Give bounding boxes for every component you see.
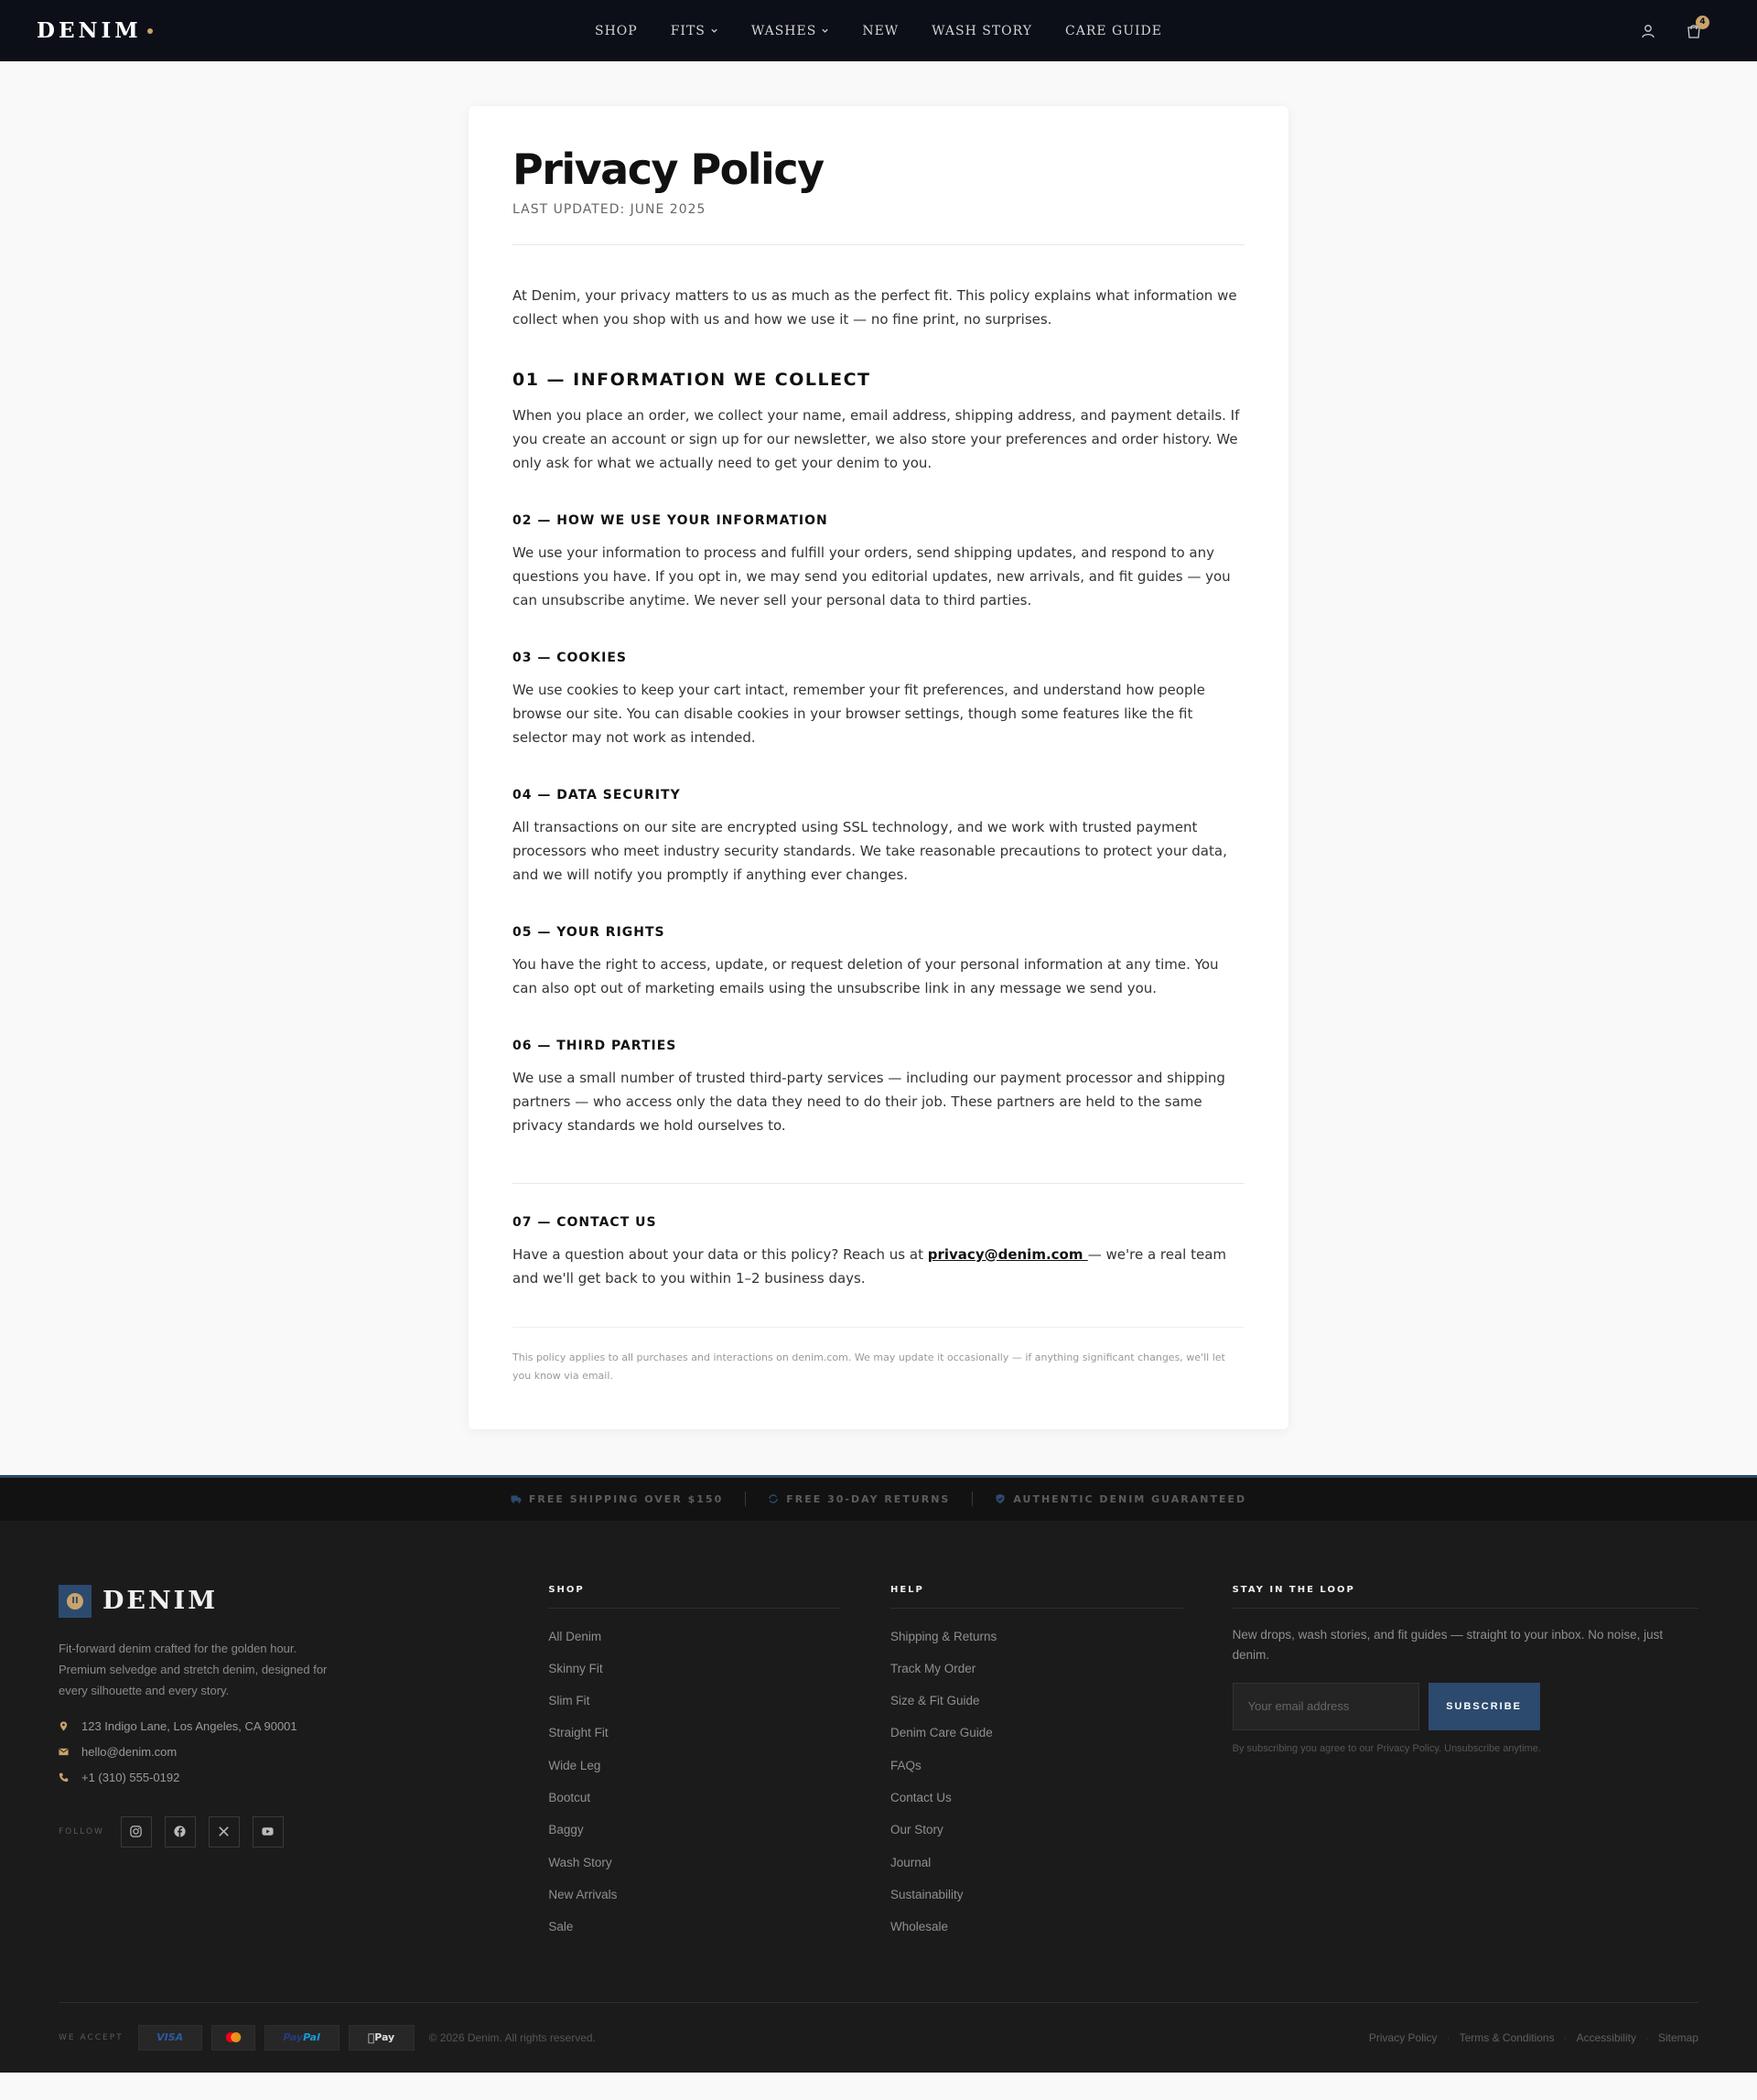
footer-link[interactable]: FAQs [889,1758,922,1772]
trust-authentic: AUTHENTIC DENIM GUARANTEED [995,1493,1246,1505]
newsletter-fine-print: By subscribing you agree to our Privacy Policy. Unsubscribe anytime. [1232,1742,1541,1754]
mail-icon [59,1747,69,1757]
footer-link[interactable]: Denim Care Guide [889,1726,993,1740]
nav-care-guide[interactable]: CARE GUIDE [1064,23,1162,38]
top-nav-bar [0,0,1757,61]
legal-link-accessibility[interactable]: Accessibility [1576,2030,1636,2044]
section-body: We use your information to process and fulfill your orders, send shipping updates, and respond to any questions you have. If you opt in, we may send you editorial updates, new arrivals, and fit guides — you can unsubscribe anytime. We never sell your personal data to third parties. [512,544,1231,608]
logo-dot [147,28,153,34]
last-updated: LAST UPDATED: JUNE 2025 [512,201,706,217]
cart-icon[interactable] [1686,17,1706,39]
section-body: All transactions on our site are encrypted using SSL technology, and we work with trusted payment processors who meet industry security standards. We take reasonable precautions to protect your data, and we will notify you promptly if anything ever changes. [512,818,1227,883]
footer-link[interactable]: Track My Order [889,1661,976,1675]
newsletter-email-input[interactable] [1233,1683,1419,1730]
section-heading: 02 — HOW WE USE YOUR INFORMATION [512,512,828,528]
policy-footnote: This policy applies to all purchases and interactions on denim.com. We may update it occasionally — if anything significant changes, we'll let you know via email. [512,1351,1225,1382]
footer-link[interactable]: Contact Us [889,1791,952,1805]
main-content [0,61,1757,1475]
footer-link[interactable]: Slim Fit [548,1694,590,1708]
footer-logo[interactable]: II DENIM [59,1585,548,1618]
footer-newsletter [1233,1585,1698,1953]
nav-fits[interactable]: FITS [671,24,718,38]
divider [512,1183,1245,1184]
nav-washes[interactable]: WASHES [751,24,829,38]
mastercard-icon [211,2025,255,2051]
cart-count-badge: 4 [1696,16,1709,29]
section-contact [512,1215,1245,1290]
footer-bottom-bar: WE ACCEPT VISA Pay Pal Pay © 2026 Denim. All rights reserved. Privacy Policy · Terms & Conditions · Accessibility · Sitemap [59,2002,1698,2073]
footer-phone[interactable]: +1 (310) 555-0192 [59,1765,548,1791]
footer-heading: HELP [890,1585,1183,1609]
footer-description: Fit-forward denim crafted for the golden hour. Premium selvedge and stretch denim, designed for every silhouette and every story. [59,1641,328,1697]
shield-check-icon [995,1493,1006,1504]
map-pin-icon [59,1721,69,1731]
section-body: We use a small number of trusted third-party services — including our payment processor and shipping partners — who access only the data they need to do their job. These partners are held to the same privacy standards we hold ourselves to. [512,1069,1225,1134]
logo-mark-icon: II [59,1585,92,1618]
section-heading: 04 — DATA SECURITY [512,787,681,802]
footer-link[interactable]: Journal [889,1855,932,1869]
chevron-down-icon [710,27,718,35]
footer-shop-column [548,1585,841,1953]
footer-link[interactable]: Straight Fit [548,1726,609,1740]
footer-email[interactable]: hello@denim.com [59,1739,548,1765]
truck-icon [511,1493,522,1504]
paypal-icon: Pay Pal [264,2025,340,2051]
legal-link-privacy[interactable]: Privacy Policy [1368,2030,1438,2044]
footer-contacts [59,1714,548,1791]
footer-address: 123 Indigo Lane, Los Angeles, CA 90001 [59,1714,548,1739]
footer-heading: SHOP [548,1585,841,1609]
social-follow: FOLLOW [59,1816,548,1847]
site-footer [0,1521,1757,2073]
trust-returns: FREE 30-DAY RETURNS [768,1493,950,1505]
apple-pay-icon: Pay [349,2025,415,2051]
newsletter-form [1233,1683,1698,1730]
footer-link[interactable]: Skinny Fit [548,1661,603,1675]
section-body: We use cookies to keep your cart intact, remember your fit preferences, and understand how people browse our site. You can disable cookies in your browser settings, though some features like the fit selector may not work as intended. [512,681,1205,746]
subscribe-button[interactable]: SUBSCRIBE [1428,1683,1540,1730]
trust-strip [0,1475,1757,1521]
section-data-security [512,788,1245,887]
divider [972,1492,973,1506]
footer-link[interactable]: Baggy [548,1823,584,1837]
legal-links: Privacy Policy · Terms & Conditions · Accessibility · Sitemap [1368,2030,1698,2044]
facebook-icon[interactable] [165,1816,196,1847]
footer-help-column [890,1585,1183,1953]
footer-link[interactable]: All Denim [548,1629,602,1643]
divider [745,1492,746,1506]
divider [512,1327,1245,1328]
section-cookies [512,651,1245,749]
instagram-icon[interactable] [121,1816,152,1847]
footer-link[interactable]: Sale [548,1920,574,1934]
brand-logo[interactable]: DENIM [37,18,153,43]
page-title: Privacy Policy [512,145,824,194]
phone-icon [59,1772,69,1782]
section-information-collect [512,370,1245,475]
legal-link-sitemap[interactable]: Sitemap [1657,2030,1698,2044]
trust-shipping: FREE SHIPPING OVER $150 [511,1493,723,1505]
main-nav [595,24,1162,38]
newsletter-text: New drops, wash stories, and fit guides — straight to your inbox. No noise, just denim. [1232,1627,1664,1662]
policy-intro: At Denim, your privacy matters to us as much as the perfect fit. This policy explains what information we collect when you shop with us and how we use it — no fine print, no surprises. [512,286,1237,328]
footer-link[interactable]: Our Story [889,1823,943,1837]
footer-link[interactable]: Shipping & Returns [889,1629,997,1643]
section-heading: 07 — CONTACT US [512,1214,657,1230]
legal-link-terms[interactable]: Terms & Conditions [1459,2030,1555,2044]
section-body: When you place an order, we collect your name, email address, shipping address, and payment details. If you create an account or sign up for our newsletter, we also store your preferences and order history. We only ask for what we actually need to get your denim to you. [512,406,1240,471]
footer-link[interactable]: Sustainability [889,1887,964,1901]
nav-wash-story[interactable]: WASH STORY [932,23,1032,38]
youtube-icon[interactable] [253,1816,284,1847]
footer-link[interactable]: Bootcut [548,1791,591,1805]
nav-new[interactable]: NEW [862,23,900,38]
chevron-down-icon [821,27,829,35]
footer-link[interactable]: Wash Story [548,1855,612,1869]
section-body: Have a question about your data or this policy? Reach us at privacy@denim.com — we're a real team and we'll get back to you within 1–2 business days. [512,1245,1227,1287]
nav-shop[interactable]: SHOP [595,23,638,38]
section-third-parties [512,1039,1245,1137]
footer-link[interactable]: Size & Fit Guide [889,1694,980,1708]
section-heading: 06 — THIRD PARTIES [512,1038,677,1053]
section-body: You have the right to access, update, or request deletion of your personal information at any time. You can also opt out of marketing emails using the unsubscribe link in any message we send you. [512,955,1219,996]
footer-link[interactable]: New Arrivals [548,1887,618,1901]
divider [512,244,1245,245]
section-heading: 05 — YOUR RIGHTS [512,924,665,940]
x-twitter-icon[interactable] [209,1816,240,1847]
copyright: © 2026 Denim. All rights reserved. [428,2030,596,2044]
section-your-rights [512,925,1245,1000]
section-heading: 03 — COOKIES [512,650,628,665]
section-heading: 01 — INFORMATION WE COLLECT [512,369,871,390]
policy-card [469,106,1288,1429]
visa-icon: VISA [138,2025,202,2051]
footer-link[interactable]: Wide Leg [548,1758,601,1772]
account-icon[interactable] [1640,23,1656,39]
footer-heading: STAY IN THE LOOP [1233,1585,1698,1609]
privacy-email-link[interactable]: privacy@denim.com [927,1245,1088,1263]
footer-brand-column [59,1585,548,1953]
return-arrows-icon [768,1493,779,1504]
footer-link[interactable]: Wholesale [889,1920,949,1934]
section-how-we-use [512,513,1245,612]
